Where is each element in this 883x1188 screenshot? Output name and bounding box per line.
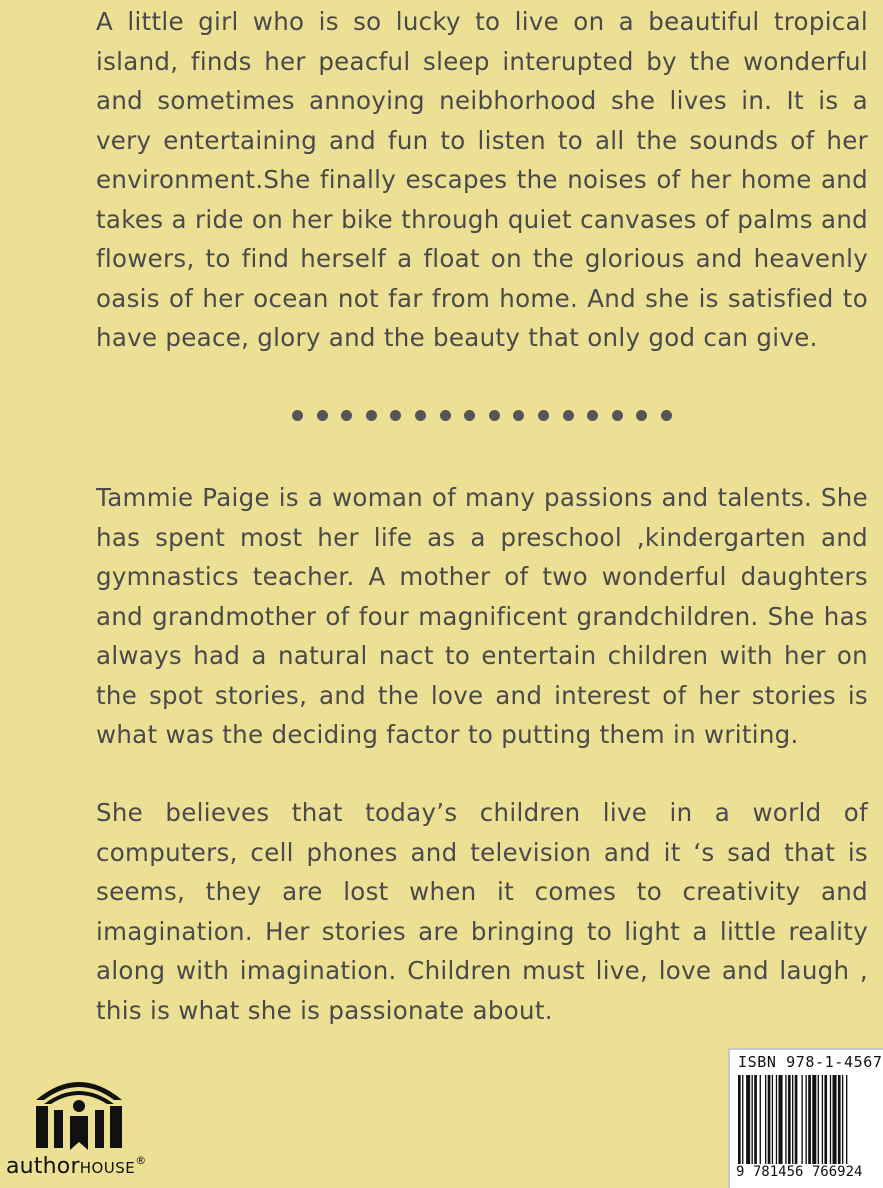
divider-dot (464, 410, 475, 421)
authorhouse-logo-icon (30, 1070, 128, 1150)
isbn-label: ISBN 978-1-4567 (738, 1053, 883, 1071)
isbn-barcode (728, 1048, 883, 1188)
book-synopsis: A little girl who is so lucky to live on a beautiful tropical island, finds her peacful sleep interupted by the wonderful and sometimes annoying neibhorhood she lives in. It is a very entertaining and fun to listen to all the sounds of her environment.She finally escapes the noises of her home and takes a ride on her bike through quiet canvases of palms and flowers, to find herself a float on the glorious and heavenly oasis of her ocean not far from home. And she is satisfied to have peace, glory and the beauty that only god can give. (96, 7, 868, 352)
divider-dot (661, 410, 672, 421)
divider-dot (636, 410, 647, 421)
divider-dot (292, 410, 303, 421)
divider-dot (341, 410, 352, 421)
barcode-bars (736, 1075, 883, 1170)
divider-dot (317, 410, 328, 421)
barcode-number: 9 781456 766924 (736, 1164, 863, 1180)
author-bio-paragraph-2: She believes that today’s children live in a world of computers, cell phones and television and it ‘s sad that is seems, they are lost when it comes to creativity and imagination. Her stories are bringing to light a little reality along with imagination. Children must live, love and laugh , this is what she is passionate about. (96, 798, 868, 1025)
divider-dot (538, 410, 549, 421)
divider-dot (587, 410, 598, 421)
divider-dot (390, 410, 401, 421)
divider-dot (489, 410, 500, 421)
divider-dot (366, 410, 377, 421)
divider-dot (612, 410, 623, 421)
publisher-name: authorHOUSE® (6, 1154, 147, 1179)
dot-divider (292, 406, 672, 424)
divider-dot (563, 410, 574, 421)
divider-dot (415, 410, 426, 421)
divider-dot (513, 410, 524, 421)
publisher-logo (0, 1070, 180, 1186)
divider-dot (440, 410, 451, 421)
author-bio-paragraph-1: Tammie Paige is a woman of many passions and talents. She has spent most her life as a preschool ,kindergarten and gymnastics teacher. A mother of two wonderful daughters and grandmother of four magnificent grandchildren. She has always had a natural nact to entertain children with her on the spot stories, and the love and interest of her stories is what was the deciding factor to putting them in writing. (96, 483, 868, 749)
